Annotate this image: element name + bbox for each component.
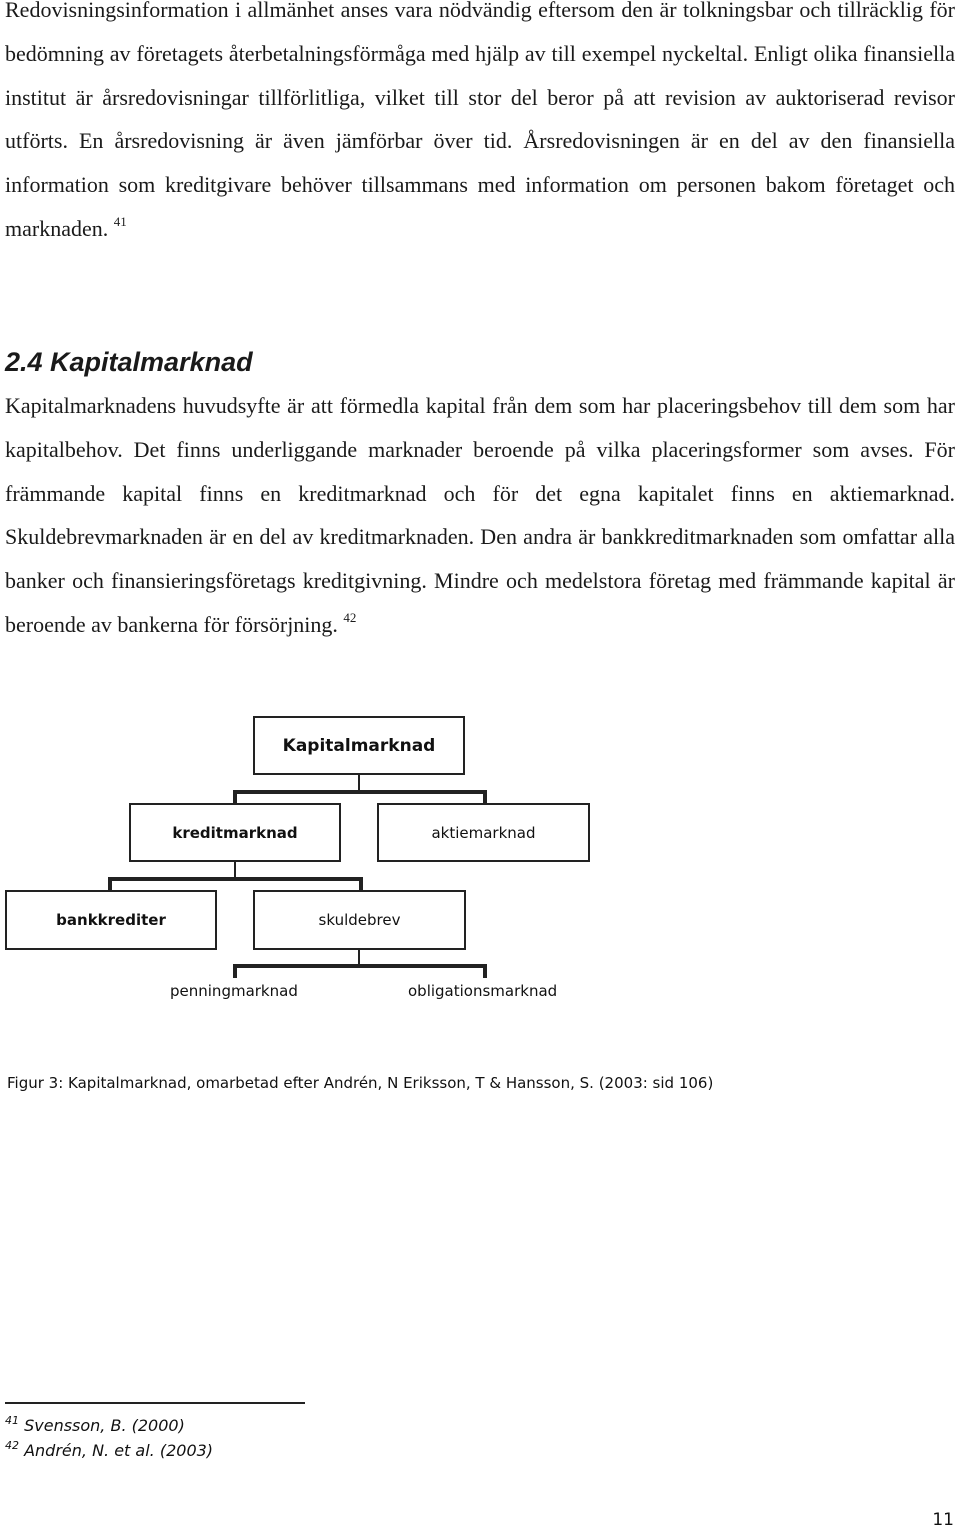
paragraph-text: Redovisningsinformation i allmänhet anses vara nödvändig eftersom den är tolkningsbar och tillräcklig för bedömning av företagets återbetalningsförmåga med hjälp av till exempel nyckeltal. Enligt olika finansiella institut är årsredovisningar tillförlitliga, vilket till stor del beror på att revision av auktoriserad revisor utförts. En årsredovisning är även jämförbar över tid. Årsredovisningen är en del av den finansiella information som kreditgivare behöver tillsammans med information om personen bakom företaget och marknaden. [5,0,955,241]
node-kreditmarknad: kreditmarknad [129,803,341,862]
connector-vertical [483,790,487,804]
connector-horizontal [233,964,487,968]
paragraph-capital-market [5,384,955,647]
figure-caption: Figur 3: Kapitalmarknad, omarbetad efter Andrén, N Eriksson, T & Hansson, S. (2003: sid 106) [7,1074,714,1092]
node-bankkrediter: bankkrediter [5,890,217,950]
page-number: 11 [932,1510,954,1530]
node-penningmarknad: penningmarknad [170,982,298,1000]
footnote-divider [5,1402,305,1404]
node-obligationsmarknad: obligationsmarknad [408,982,558,1000]
connector-vertical [233,790,237,804]
connector-vertical [483,964,487,978]
connector-vertical [108,877,112,891]
footnote-number: 42 [5,1438,19,1452]
footnote-42 [5,1438,214,1460]
node-skuldebrev: skuldebrev [253,890,466,950]
connector-horizontal [108,877,363,881]
connector-vertical [233,964,237,978]
footnote-ref-42[interactable]: 42 [343,609,357,625]
paragraph-text: Kapitalmarknadens huvudsyfte är att förmedla kapital från dem som har placeringsbehov till dem som har kapitalbehov. Det finns underliggande marknader beroende på vilka placeringsformer som avses. För främmande kapital finns en kreditmarknad och för det egna kapitalet finns en aktiemarknad. Skuldebrevmarknaden är en del av kreditmarknaden. Den andra är bankkreditmarknaden som omfattar alla banker och finansieringsföretags kreditgivning. Mindre och medelstora företag med främmande kapital är beroende av bankerna för försörjning. [5,393,955,637]
connector-vertical [358,775,360,791]
node-aktiemarknad: aktiemarknad [377,803,590,862]
node-kapitalmarknad: Kapitalmarknad [253,716,465,775]
connector-vertical [359,877,363,891]
connector-horizontal [233,790,487,794]
paragraph-accounting-information [5,0,955,251]
footnote-ref-41[interactable]: 41 [113,213,127,229]
footnote-text: Svensson, B. (2000) [24,1416,185,1435]
section-heading: 2.4 Kapitalmarknad [5,347,253,377]
footnote-number: 41 [5,1413,19,1427]
footnote-41 [5,1413,185,1435]
footnote-text: Andrén, N. et al. (2003) [24,1441,214,1460]
